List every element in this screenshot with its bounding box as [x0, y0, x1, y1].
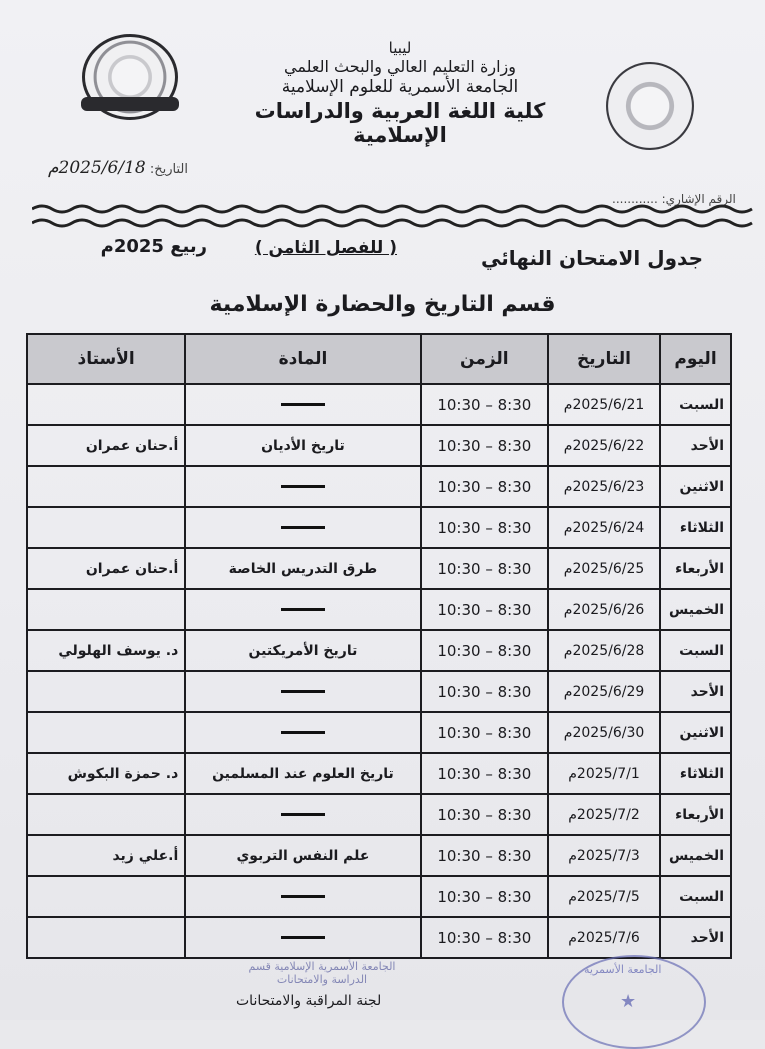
star-icon: ★	[620, 991, 637, 1012]
teacher-cell	[27, 507, 185, 548]
date-cell: 2025/6/30م	[548, 712, 660, 753]
time-cell: 8:30 – 10:30	[421, 917, 548, 958]
table-row	[27, 589, 731, 630]
date-cell: 2025/6/28م	[548, 630, 660, 671]
subject-cell	[185, 671, 420, 712]
exam-schedule-table	[26, 333, 732, 959]
teacher-cell	[27, 384, 185, 425]
ministry-name: وزارة التعليم العالي والبحث العلمي	[284, 56, 516, 76]
time-cell: 8:30 – 10:30	[421, 466, 548, 507]
country-name: ليبيا	[388, 39, 412, 57]
empty-dash	[281, 731, 325, 734]
time-cell: 8:30 – 10:30	[421, 753, 548, 794]
subject-cell	[185, 876, 420, 917]
subject-cell: تاريخ الأمريكتين	[185, 630, 420, 671]
time-cell: 8:30 – 10:30	[421, 876, 548, 917]
university-logo	[82, 34, 178, 120]
date-value: 2025/6/18م	[48, 158, 146, 178]
university-name: الجامعة الأسمرية للعلوم الإسلامية	[281, 76, 519, 97]
subject-cell	[185, 712, 420, 753]
semester-title: ( للفصل الثامن )	[254, 238, 397, 258]
table-row	[27, 835, 731, 876]
subject-cell	[185, 589, 420, 630]
empty-dash	[281, 813, 325, 816]
header-day: اليوم	[660, 334, 731, 384]
decorative-border	[32, 203, 762, 229]
date-cell: 2025/6/24م	[548, 507, 660, 548]
table-row	[27, 384, 731, 425]
day-cell: الخميس	[660, 589, 731, 630]
department-stamp: الجامعة الأسمرية الإسلامية قسم الدراسة والامتحانات	[248, 960, 396, 986]
empty-dash	[281, 895, 325, 898]
empty-dash	[281, 485, 325, 488]
day-cell: الثلاثاء	[660, 753, 731, 794]
subject-cell	[185, 384, 420, 425]
subject-cell	[185, 917, 420, 958]
time-cell: 8:30 – 10:30	[421, 548, 548, 589]
subject-cell	[185, 507, 420, 548]
time-cell: 8:30 – 10:30	[421, 630, 548, 671]
subject-cell	[185, 466, 420, 507]
empty-dash	[281, 403, 325, 406]
day-cell: السبت	[660, 876, 731, 917]
day-cell: الخميس	[660, 835, 731, 876]
date-cell: 2025/6/25م	[548, 548, 660, 589]
teacher-cell: أ.حنان عمران	[27, 548, 185, 589]
date-cell: 2025/7/3م	[548, 835, 660, 876]
date-cell: 2025/6/23م	[548, 466, 660, 507]
table-body	[27, 384, 731, 958]
date-cell: 2025/6/29م	[548, 671, 660, 712]
official-seal	[562, 955, 706, 1049]
subject-cell: طرق التدريس الخاصة	[185, 548, 420, 589]
teacher-cell	[27, 712, 185, 753]
table-row	[27, 425, 731, 466]
time-cell: 8:30 – 10:30	[421, 507, 548, 548]
day-cell: الأحد	[660, 671, 731, 712]
committee-label: لجنة المراقبة والامتحانات	[236, 993, 382, 1009]
table-row	[27, 712, 731, 753]
exam-title: جدول الامتحان النهائي	[481, 246, 703, 270]
department-title: قسم التاريخ والحضارة الإسلامية	[209, 292, 556, 317]
time-cell: 8:30 – 10:30	[421, 671, 548, 712]
college-name: كلية اللغة العربية والدراسات الإسلامية	[254, 98, 546, 148]
teacher-cell	[27, 876, 185, 917]
header-teacher: الأستاذ	[27, 334, 185, 384]
day-cell: الاثنين	[660, 466, 731, 507]
date-label: التاريخ:	[149, 162, 188, 177]
subject-cell: تاريخ العلوم عند المسلمين	[185, 753, 420, 794]
teacher-cell: أ.حنان عمران	[27, 425, 185, 466]
table-row	[27, 466, 731, 507]
teacher-cell: أ.علي زيد	[27, 835, 185, 876]
day-cell: الأربعاء	[660, 548, 731, 589]
header-time: الزمن	[421, 334, 548, 384]
letterhead	[230, 40, 570, 148]
seal-text: الجامعة الأسمرية	[584, 963, 662, 976]
date-cell: 2025/6/26م	[548, 589, 660, 630]
teacher-cell: د. حمزة البكوش	[27, 753, 185, 794]
teacher-cell	[27, 671, 185, 712]
teacher-cell	[27, 466, 185, 507]
date-cell: 2025/7/5م	[548, 876, 660, 917]
empty-dash	[281, 690, 325, 693]
subject-cell: علم النفس التربوي	[185, 835, 420, 876]
table-row	[27, 753, 731, 794]
teacher-cell	[27, 917, 185, 958]
day-cell: الأربعاء	[660, 794, 731, 835]
day-cell: الاثنين	[660, 712, 731, 753]
time-cell: 8:30 – 10:30	[421, 794, 548, 835]
day-cell: السبت	[660, 384, 731, 425]
header-date: التاريخ	[548, 334, 660, 384]
time-cell: 8:30 – 10:30	[421, 384, 548, 425]
day-cell: السبت	[660, 630, 731, 671]
table-row	[27, 630, 731, 671]
time-cell: 8:30 – 10:30	[421, 589, 548, 630]
title-row	[0, 236, 765, 276]
term-title: ربيع 2025م	[100, 236, 207, 257]
date-cell: 2025/6/21م	[548, 384, 660, 425]
time-cell: 8:30 – 10:30	[421, 425, 548, 466]
teacher-cell	[27, 794, 185, 835]
table-row	[27, 671, 731, 712]
college-logo	[606, 62, 694, 150]
date-cell: 2025/6/22م	[548, 425, 660, 466]
table-row	[27, 876, 731, 917]
table-row	[27, 917, 731, 958]
day-cell: الثلاثاء	[660, 507, 731, 548]
table-row	[27, 794, 731, 835]
table-header-row	[27, 334, 731, 384]
empty-dash	[281, 936, 325, 939]
day-cell: الأحد	[660, 425, 731, 466]
day-cell: الأحد	[660, 917, 731, 958]
table-row	[27, 507, 731, 548]
date-cell: 2025/7/2م	[548, 794, 660, 835]
teacher-cell	[27, 589, 185, 630]
table-row	[27, 548, 731, 589]
subject-cell	[185, 794, 420, 835]
empty-dash	[281, 608, 325, 611]
teacher-cell: د. يوسف الهلولي	[27, 630, 185, 671]
document-date	[48, 158, 188, 178]
subject-cell: تاريخ الأديان	[185, 425, 420, 466]
date-cell: 2025/7/6م	[548, 917, 660, 958]
time-cell: 8:30 – 10:30	[421, 835, 548, 876]
header-subject: المادة	[185, 334, 420, 384]
date-cell: 2025/7/1م	[548, 753, 660, 794]
reference-number: الرقم الإشاري: ............	[612, 192, 736, 206]
time-cell: 8:30 – 10:30	[421, 712, 548, 753]
empty-dash	[281, 526, 325, 529]
